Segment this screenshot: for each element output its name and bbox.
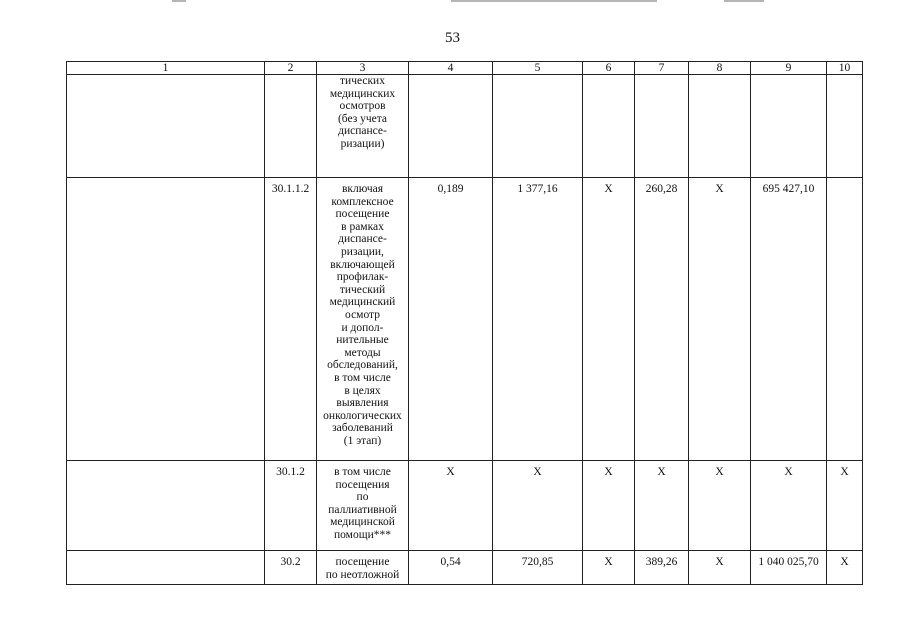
cell-col6 bbox=[583, 75, 635, 178]
column-header-1: 1 bbox=[67, 62, 265, 75]
description-line: тический bbox=[339, 283, 386, 296]
description-line: медицинский bbox=[329, 296, 396, 309]
cell-col7: 260,28 bbox=[635, 178, 689, 461]
description-line: нительные bbox=[336, 334, 389, 347]
cell-col9: Х bbox=[751, 461, 827, 551]
scan-artifact bbox=[451, 0, 657, 2]
cell-col7: Х bbox=[635, 461, 689, 551]
table-row bbox=[67, 551, 863, 585]
cell-description bbox=[317, 551, 409, 585]
page-number: 53 bbox=[445, 30, 460, 46]
description-line: тических bbox=[340, 75, 385, 87]
cell-description bbox=[317, 75, 409, 178]
table-header-row bbox=[67, 62, 863, 75]
column-header-6: 6 bbox=[583, 62, 635, 75]
description-line: в рамках bbox=[341, 220, 384, 233]
cell-col9: 695 427,10 bbox=[751, 178, 827, 461]
cell-col1 bbox=[67, 178, 265, 461]
cell-col10: Х bbox=[827, 551, 863, 585]
cell-col4: 0,189 bbox=[409, 178, 493, 461]
cell-col5: 1 377,16 bbox=[493, 178, 583, 461]
cell-col9 bbox=[751, 75, 827, 178]
description-line: методы bbox=[344, 346, 381, 359]
scan-artifact bbox=[724, 0, 764, 2]
cell-col4 bbox=[409, 75, 493, 178]
description-line: диспансе- bbox=[338, 125, 387, 138]
column-header-7: 7 bbox=[635, 62, 689, 75]
description-line: включая bbox=[341, 183, 384, 195]
column-header-4: 4 bbox=[409, 62, 493, 75]
description-line: медицинской bbox=[330, 516, 395, 529]
cell-col1 bbox=[67, 461, 265, 551]
cell-col8: Х bbox=[689, 551, 751, 585]
description-line: (без учета bbox=[337, 112, 388, 125]
cell-col5: 720,85 bbox=[493, 551, 583, 585]
cell-code: 30.2 bbox=[265, 551, 317, 585]
description-line: диспансе- bbox=[338, 233, 387, 246]
cell-col9: 1 040 025,70 bbox=[751, 551, 827, 585]
cell-code: 30.1.2 bbox=[265, 461, 317, 551]
description-line: посещения bbox=[335, 478, 390, 491]
description-line: включающей bbox=[330, 258, 395, 271]
description-line: осмотров bbox=[339, 100, 386, 113]
cell-col5: Х bbox=[493, 461, 583, 551]
description-line: по bbox=[356, 491, 369, 504]
description-line: в целях bbox=[344, 384, 381, 397]
cell-col10 bbox=[827, 178, 863, 461]
description-line: профилак- bbox=[336, 271, 389, 284]
description-line: обследований, bbox=[327, 359, 398, 372]
column-header-9: 9 bbox=[751, 62, 827, 75]
description-line: осмотр bbox=[345, 308, 380, 321]
cell-col6: Х bbox=[583, 178, 635, 461]
table-row bbox=[67, 75, 863, 178]
description-line: паллиативной bbox=[328, 503, 397, 516]
description-line: (1 этап) bbox=[343, 434, 382, 447]
column-header-3: 3 bbox=[317, 62, 409, 75]
cell-col6: Х bbox=[583, 461, 635, 551]
cell-description bbox=[317, 178, 409, 461]
description-line: посещение bbox=[335, 208, 390, 221]
cell-col7 bbox=[635, 75, 689, 178]
description-line: по неотложной bbox=[325, 568, 400, 581]
column-header-5: 5 bbox=[493, 62, 583, 75]
description-line: посещение bbox=[335, 556, 390, 568]
cell-col10: Х bbox=[827, 461, 863, 551]
cell-col4: Х bbox=[409, 461, 493, 551]
cell-col1 bbox=[67, 75, 265, 178]
description-line: выявления bbox=[336, 397, 389, 410]
column-header-8: 8 bbox=[689, 62, 751, 75]
cell-code: 30.1.1.2 bbox=[265, 178, 317, 461]
cell-col8: Х bbox=[689, 178, 751, 461]
cell-description bbox=[317, 461, 409, 551]
description-line: помощи*** bbox=[334, 528, 391, 541]
cell-col4: 0,54 bbox=[409, 551, 493, 585]
table-row bbox=[67, 461, 863, 551]
description-line: комплексное bbox=[331, 195, 394, 208]
scan-artifact bbox=[172, 0, 186, 2]
cell-col1 bbox=[67, 551, 265, 585]
cell-col10 bbox=[827, 75, 863, 178]
description-line: и допол- bbox=[341, 321, 384, 334]
table-row bbox=[67, 178, 863, 461]
description-line: ризации, bbox=[341, 245, 384, 258]
cell-col8: Х bbox=[689, 461, 751, 551]
cell-col7: 389,26 bbox=[635, 551, 689, 585]
column-header-2: 2 bbox=[265, 62, 317, 75]
cell-col6: Х bbox=[583, 551, 635, 585]
description-line: онкологических bbox=[323, 409, 402, 422]
description-line: в том числе bbox=[334, 466, 391, 478]
description-line: медицинских bbox=[329, 87, 396, 100]
description-line: ризации) bbox=[340, 137, 385, 150]
description-line: заболеваний bbox=[332, 422, 393, 435]
column-header-10: 10 bbox=[827, 62, 863, 75]
cell-code bbox=[265, 75, 317, 178]
data-table bbox=[66, 61, 863, 585]
description-line: в том числе bbox=[334, 371, 391, 384]
cell-col8 bbox=[689, 75, 751, 178]
cell-col5 bbox=[493, 75, 583, 178]
